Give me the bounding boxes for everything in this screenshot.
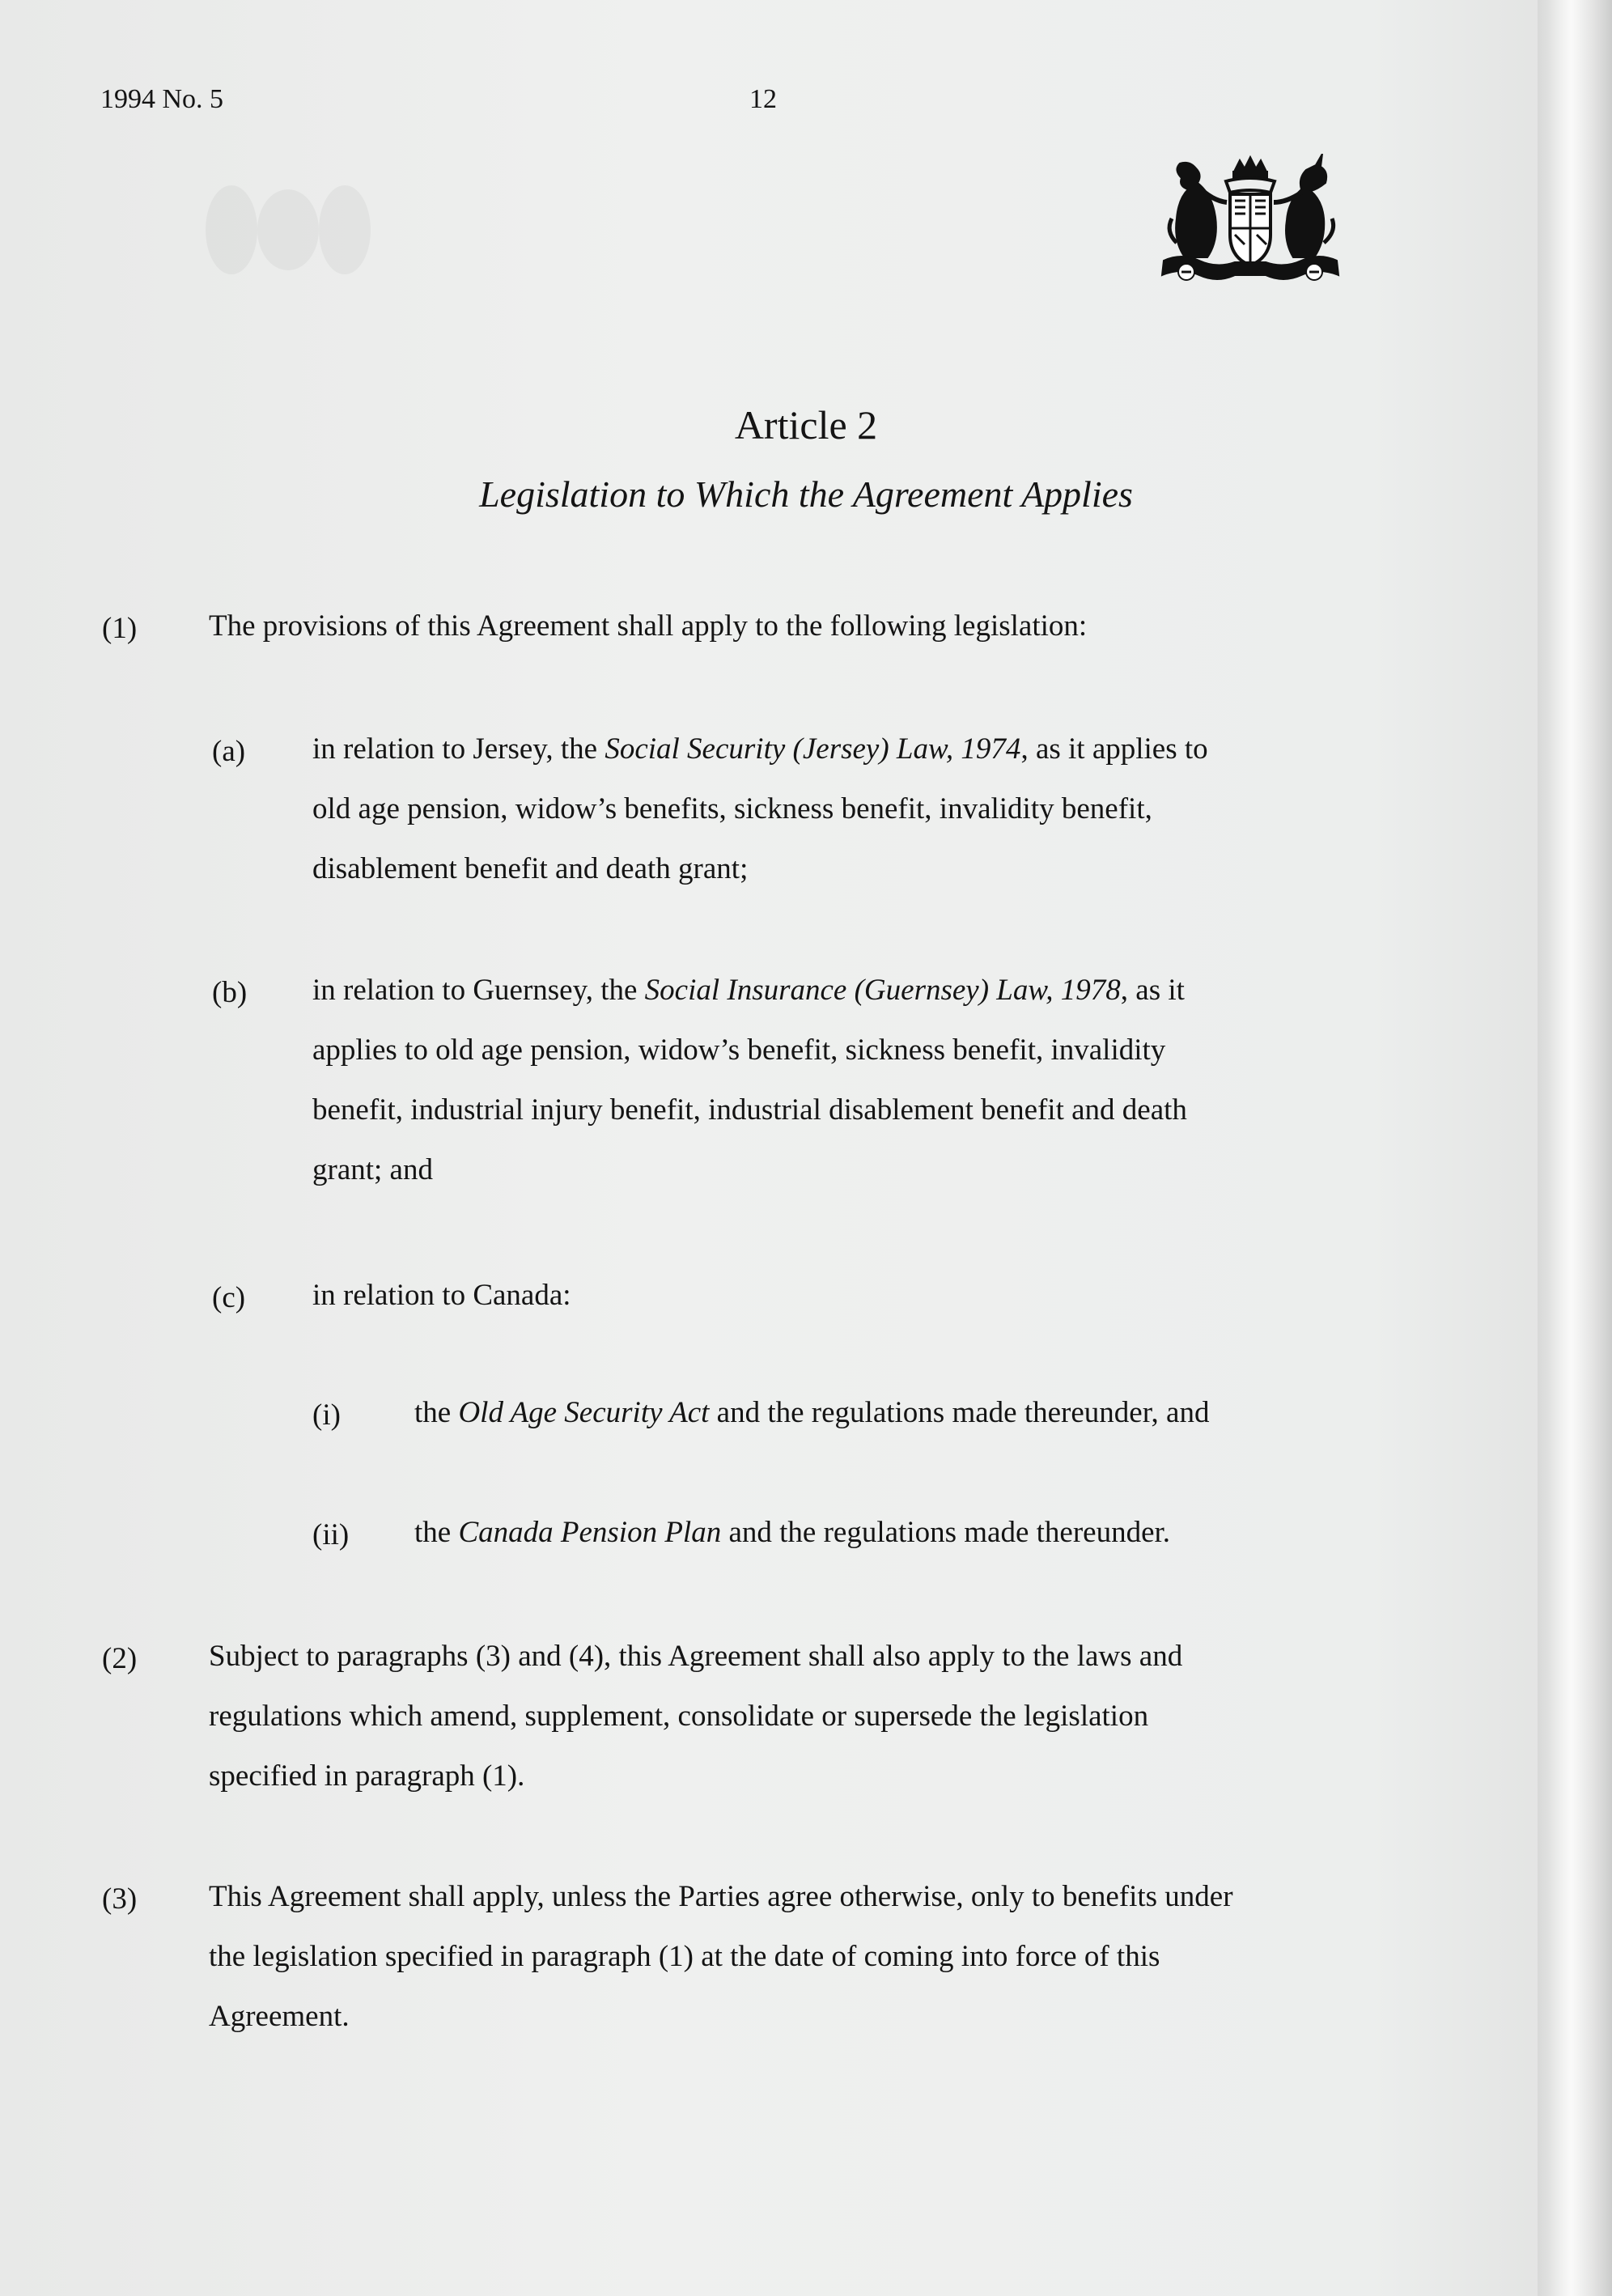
royal-coat-of-arms-icon	[1149, 154, 1351, 291]
statute-title: Old Age Security Act	[458, 1396, 710, 1429]
document-reference: 1994 No. 5	[100, 84, 224, 114]
item-b-line-3: benefit, industrial injury benefit, industrial disablement benefit and death	[312, 1093, 1187, 1127]
subitem-label: (i)	[312, 1398, 341, 1432]
item-label: (b)	[212, 976, 248, 1009]
paragraph-number: (2)	[102, 1642, 138, 1675]
paragraph-2-line-2: regulations which amend, supplement, consolidate or supersede the legislation	[209, 1700, 1149, 1733]
paragraph-3-line-1: This Agreement shall apply, unless the Parties agree otherwise, only to benefits under	[209, 1880, 1233, 1913]
paragraph-number: (1)	[102, 612, 138, 645]
paragraph-3-line-3: Agreement.	[209, 2000, 350, 2033]
item-label: (c)	[212, 1281, 246, 1314]
page-number: 12	[749, 84, 777, 114]
item-b-line-4: grant; and	[312, 1153, 433, 1186]
item-label: (a)	[212, 735, 246, 768]
statute-title: Canada Pension Plan	[458, 1516, 722, 1549]
statute-title: Social Security (Jersey) Law, 1974	[604, 732, 1021, 766]
page-binding-shadow	[1538, 0, 1612, 2296]
subitem-label: (ii)	[312, 1518, 350, 1551]
item-a-line-3: disablement benefit and death grant;	[312, 852, 749, 885]
item-a-line-2: old age pension, widow’s benefits, sickness benefit, invalidity benefit,	[312, 792, 1152, 825]
item-a-line-1: in relation to Jersey, the Social Security (Jersey) Law, 1974, as it applies to	[312, 732, 1208, 766]
statute-title: Social Insurance (Guernsey) Law, 1978	[644, 974, 1121, 1007]
subitem-ii-text: the Canada Pension Plan and the regulations made thereunder.	[414, 1516, 1171, 1549]
paragraph-3-line-2: the legislation specified in paragraph (1) at the date of coming into force of this	[209, 1940, 1160, 1973]
article-title: Article 2	[734, 402, 878, 448]
paragraph-text: The provisions of this Agreement shall apply to the following legislation:	[209, 609, 1088, 643]
paragraph-number: (3)	[102, 1882, 138, 1916]
item-b-line-1: in relation to Guernsey, the Social Insurance (Guernsey) Law, 1978, as it	[312, 974, 1185, 1007]
paragraph-2-line-3: specified in paragraph (1).	[209, 1759, 525, 1793]
item-b-line-2: applies to old age pension, widow’s benefit, sickness benefit, invalidity	[312, 1033, 1166, 1067]
subitem-i-text: the Old Age Security Act and the regulations made thereunder, and	[414, 1396, 1210, 1429]
item-c-text: in relation to Canada:	[312, 1279, 571, 1312]
article-subtitle: Legislation to Which the Agreement Applies	[479, 473, 1133, 515]
show-through-crest-icon	[183, 165, 393, 303]
paragraph-2-line-1: Subject to paragraphs (3) and (4), this Agreement shall also apply to the laws and	[209, 1640, 1183, 1673]
